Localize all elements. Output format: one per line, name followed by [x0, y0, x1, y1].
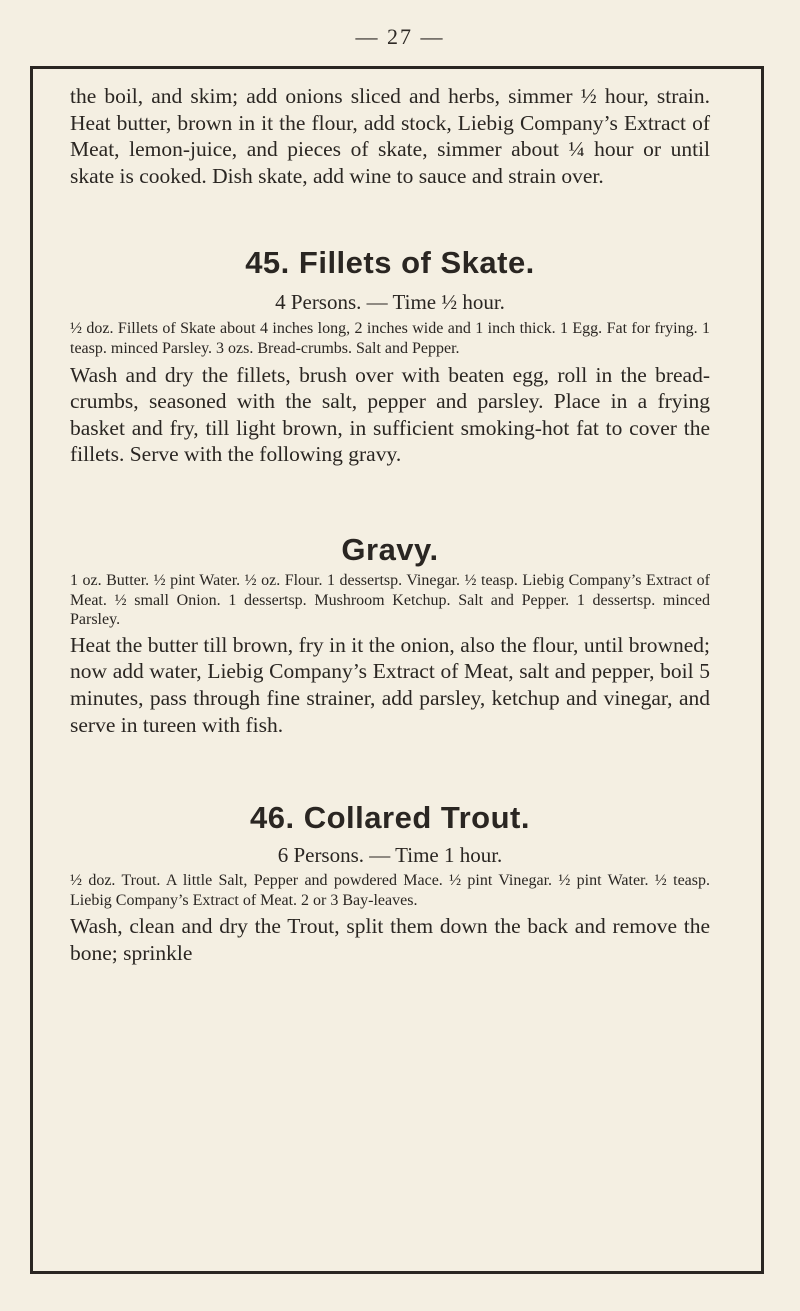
page-content — [70, 83, 710, 966]
recipe-persons-time: 6 Persons. — Time 1 hour. — [277, 843, 503, 868]
recipe-persons-time: 4 Persons. — Time ½ hour. — [275, 290, 505, 315]
recipe-method: Wash and dry the fillets, brush over with beaten egg, roll in the bread-crumbs, seasoned with the salt, pepper and parsley. Place in a frying basket and fry, till light brown, in sufficient smoking-hot fat to cover the fillets. Serve with the following gravy. — [70, 362, 710, 467]
recipe-title-gravy: Gravy. — [341, 531, 439, 567]
recipe-method: Heat the butter till brown, fry in it the onion, also the flour, until browned; now add water, Liebig Company’s Extract of Meat, salt and pepper, boil 5 minutes, pass through fine strainer, add parsley, ketchup and vinegar, and serve in tureen with fish. — [70, 632, 710, 737]
continued-method-text: the boil, and skim; add onions sliced and herbs, simmer ½ hour, strain. Heat butter, brown in it the flour, add stock, Liebig Company’s Extract of Meat, lemon-juice, and pieces of skate, simmer about ¼ hour or until skate is cooked. Dish skate, add wine to sauce and strain over. — [70, 84, 710, 188]
recipe-title-collared-trout: 46. Collared Trout. — [250, 800, 530, 836]
recipe-ingredients: ½ doz. Trout. A little Salt, Pepper and powdered Mace. ½ pint Vinegar. ½ pint Water. ½ teasp. Liebig Company’s Extract of Meat. 2 or 3 Bay-leaves. — [70, 872, 710, 909]
recipe-method: Wash, clean and dry the Trout, split them down the back and remove the bone; sprinkle — [70, 914, 710, 965]
recipe-ingredients: ½ doz. Fillets of Skate about 4 inches long, 2 inches wide and 1 inch thick. 1 Egg. Fat for frying. 1 teasp. minced Parsley. 3 ozs. Bread-crumbs. Salt and Pepper. — [70, 320, 710, 357]
page-number: — 27 — — [355, 24, 445, 49]
page-frame — [30, 66, 764, 1274]
recipe-ingredients: 1 oz. Butter. ½ pint Water. ½ oz. Flour. 1 dessertsp. Vinegar. ½ teasp. Liebig Company’s Extract of Meat. ½ small Onion. 1 dessertsp. Mushroom Ketchup. Salt and Pepper. 1 dessertsp. minced Parsley. — [70, 571, 710, 629]
recipe-title-fillets-of-skate: 45. Fillets of Skate. — [245, 245, 535, 281]
